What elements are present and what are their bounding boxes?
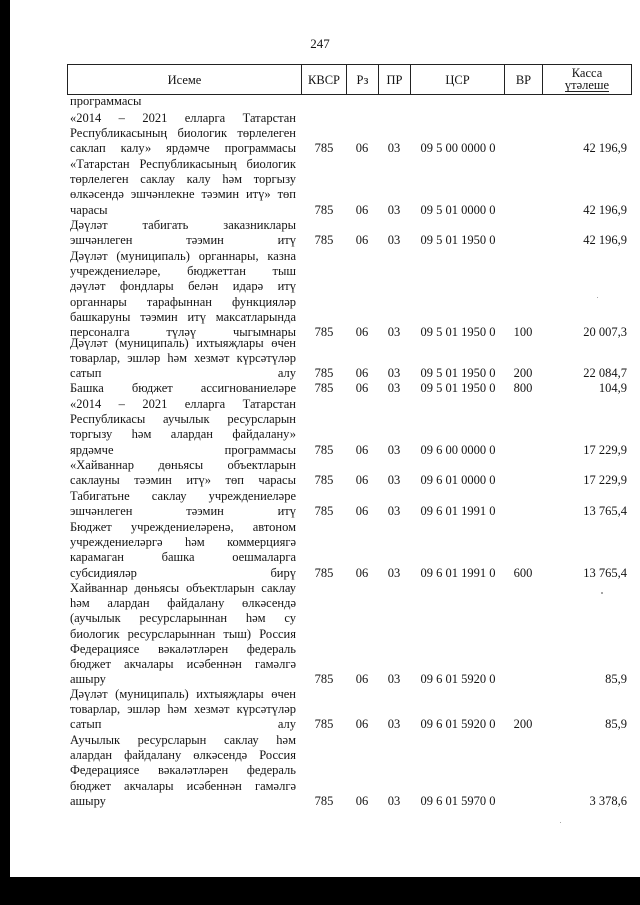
- row-csr: 09 6 01 5920 0: [420, 672, 496, 687]
- row-rz: 06: [355, 233, 369, 248]
- row-csr: 09 6 01 0000 0: [420, 473, 496, 488]
- row-name-line: сатып алу: [70, 717, 296, 732]
- row-name-line: Дәүләт (муниципаль) ихтыяҗлары өчен: [70, 687, 296, 701]
- row-csr: 09 6 01 1991 0: [420, 504, 496, 519]
- row-name-line: ярдәмче программасы: [70, 442, 296, 457]
- row-kvsr: 785: [314, 793, 334, 808]
- row-name-line: учреждениеләргә һәм коммерциягә: [70, 535, 296, 550]
- row-name-line: торгызу һәм алардан файдалану»: [70, 427, 296, 442]
- row-rz: 06: [355, 366, 369, 381]
- row-amount: 42 196,9: [583, 202, 627, 217]
- row-pr: 03: [387, 473, 401, 488]
- row-name-line: төрлелеген саклау калу һәм торгызу: [70, 172, 296, 187]
- row-vr: 600: [513, 565, 533, 580]
- row-csr: 09 6 01 1991 0: [420, 565, 496, 580]
- row-pr: 03: [387, 325, 401, 339]
- row-pr: 03: [387, 504, 401, 519]
- row-name-line: Бюджет учреждениеләренә, автоном: [70, 520, 296, 534]
- row-csr: 09 6 01 5920 0: [420, 717, 496, 732]
- row-amount: 17 229,9: [583, 473, 627, 488]
- row-amount: 13 765,4: [583, 565, 627, 580]
- row-amount: 42 196,9: [583, 141, 627, 156]
- scan-border-bottom: [0, 877, 640, 905]
- row-name-line: Табигатьне саклау учреждениеләре: [70, 489, 296, 503]
- row-kvsr: 785: [314, 381, 334, 395]
- row-name-line: чарасы: [70, 202, 108, 217]
- row-name-line: саклауны тәэмин итү» төп чарасы: [70, 473, 296, 488]
- row-pr: 03: [387, 141, 401, 156]
- row-csr: 09 5 00 0000 0: [420, 141, 496, 156]
- row-name-line: «Татарстан Республикасының биологик: [70, 157, 296, 171]
- row-name-line: программасы: [70, 94, 142, 108]
- scan-speck: [597, 297, 598, 298]
- row-pr: 03: [387, 202, 401, 217]
- row-amount: 3 378,6: [589, 793, 627, 808]
- row-rz: 06: [355, 672, 369, 687]
- row-name-line: Дәүләт табигать заказниклары: [70, 218, 296, 232]
- row-name-line: Республикасының биологик төрлелеген: [70, 126, 296, 141]
- row-amount: 42 196,9: [583, 233, 627, 248]
- row-name-line: персоналга түләү чыгымнары: [70, 325, 296, 339]
- row-amount: 13 765,4: [583, 504, 627, 519]
- header-vr: ВР: [504, 64, 543, 95]
- row-name-line: Дәүләт (муниципаль) ихтыяҗлары өчен: [70, 336, 296, 350]
- row-amount: 22 084,7: [583, 366, 627, 381]
- row-csr: 09 5 01 1950 0: [420, 325, 496, 339]
- row-name-line: (аучылык ресурсларыннан һәм су: [70, 611, 296, 626]
- scan-border-left: [0, 0, 10, 905]
- row-name-line: Федерациясе вәкаләтләрен федераль: [70, 641, 296, 656]
- row-pr: 03: [387, 366, 401, 381]
- row-kvsr: 785: [314, 233, 334, 248]
- scan-speck: [560, 822, 561, 823]
- row-name-line: алардан файдалану өлкәсендә Россия: [70, 748, 296, 763]
- row-name-line: «2014 – 2021 елларга Татарстан: [70, 111, 296, 125]
- header-rz: Рз: [346, 64, 379, 95]
- row-name-line: Аучылык ресурсларын саклау һәм: [70, 733, 296, 747]
- row-rz: 06: [355, 504, 369, 519]
- row-amount: 85,9: [605, 717, 627, 732]
- row-kvsr: 785: [314, 325, 334, 339]
- row-kvsr: 785: [314, 473, 334, 488]
- row-pr: 03: [387, 233, 401, 248]
- header-kvsr: КВСР: [301, 64, 347, 95]
- row-name-line: товарлар, эшләр һәм хезмәт күрсәтүләр: [70, 351, 296, 366]
- row-amount: 85,9: [605, 672, 627, 687]
- row-name-line: биологик ресурсларыннан тыш) Россия: [70, 626, 296, 641]
- row-vr: 100: [513, 325, 533, 339]
- row-kvsr: 785: [314, 565, 334, 580]
- row-amount: 17 229,9: [583, 442, 627, 457]
- row-csr: 09 6 00 0000 0: [420, 442, 496, 457]
- row-rz: 06: [355, 717, 369, 732]
- row-name-line: ашыру: [70, 793, 106, 808]
- row-name-line: ашыру: [70, 672, 106, 687]
- page-number: 247: [310, 36, 330, 51]
- row-name-line: бюджет акчалары исәбеннән гамәлгә: [70, 657, 296, 671]
- row-name-line: субсидияләр бирү: [70, 565, 296, 580]
- row-name-line: Башка бюджет ассигнованиеләре: [70, 381, 296, 395]
- row-name-line: бюджет акчалары исәбеннән гамәлгә: [70, 778, 296, 793]
- row-name-line: Дәүләт (муниципаль) органнары, казна: [70, 249, 296, 263]
- row-name-line: карамаган башка оешмаларга: [70, 550, 296, 565]
- row-rz: 06: [355, 793, 369, 808]
- row-rz: 06: [355, 325, 369, 339]
- row-kvsr: 785: [314, 442, 334, 457]
- row-kvsr: 785: [314, 672, 334, 687]
- row-pr: 03: [387, 442, 401, 457]
- row-name-line: саклап калу» ярдәмче программасы: [70, 141, 296, 156]
- header-csr: ЦСР: [410, 64, 505, 95]
- row-rz: 06: [355, 381, 369, 395]
- row-kvsr: 785: [314, 202, 334, 217]
- row-pr: 03: [387, 565, 401, 580]
- row-name-line: «2014 – 2021 елларга Татарстан: [70, 397, 296, 411]
- row-name-line: башкаруны тәэмин итү максатларында: [70, 309, 296, 324]
- row-rz: 06: [355, 473, 369, 488]
- row-name-line: Федерациясе вәкаләтләрен федераль: [70, 763, 296, 778]
- row-vr: 800: [513, 381, 533, 395]
- row-kvsr: 785: [314, 504, 334, 519]
- row-kvsr: 785: [314, 366, 334, 381]
- row-rz: 06: [355, 565, 369, 580]
- row-pr: 03: [387, 793, 401, 808]
- row-name-line: товарлар, эшләр һәм хезмәт күрсәтүләр: [70, 702, 296, 717]
- row-name-line: Хайваннар дөньясы объектларын саклау: [70, 581, 296, 595]
- row-pr: 03: [387, 381, 401, 395]
- row-name-line: органнары тарафыннан функцияләр: [70, 294, 296, 309]
- row-rz: 06: [355, 442, 369, 457]
- row-pr: 03: [387, 672, 401, 687]
- row-csr: 09 6 01 5970 0: [420, 793, 496, 808]
- row-csr: 09 5 01 1950 0: [420, 233, 496, 248]
- row-name-line: Республикасы аучылык ресурсларын: [70, 412, 296, 427]
- row-name-line: эшчәнлеген тәэмин итү: [70, 504, 296, 519]
- header-kassa-line2: үтәлеше: [564, 78, 610, 92]
- row-name-line: өлкәсендә эшчәнлекне тәэмин итү» төп: [70, 187, 296, 202]
- row-csr: 09 5 01 1950 0: [420, 366, 496, 381]
- row-csr: 09 5 01 0000 0: [420, 202, 496, 217]
- row-kvsr: 785: [314, 717, 334, 732]
- row-vr: 200: [513, 717, 533, 732]
- row-amount: 20 007,3: [583, 325, 627, 339]
- row-name-line: сатып алу: [70, 366, 296, 381]
- row-rz: 06: [355, 202, 369, 217]
- header-kassa-line1: Касса: [571, 66, 603, 80]
- row-csr: 09 5 01 1950 0: [420, 381, 496, 395]
- row-amount: 104,9: [598, 381, 627, 395]
- row-vr: 200: [513, 366, 533, 381]
- row-name-line: учреждениеләре, бюджеттан тыш: [70, 264, 296, 279]
- row-name-line: «Хайваннар дөньясы объектларын: [70, 458, 296, 472]
- row-name-line: дәүләт фондлары белән идарә итү: [70, 279, 296, 294]
- row-rz: 06: [355, 141, 369, 156]
- row-pr: 03: [387, 717, 401, 732]
- row-name-line: эшчәнлеген тәэмин итү: [70, 233, 296, 248]
- header-kassa: [542, 64, 632, 95]
- row-name-line: һәм алардан файдалану өлкәсендә: [70, 596, 296, 611]
- header-name: Исеме: [67, 64, 302, 95]
- row-kvsr: 785: [314, 141, 334, 156]
- header-pr: ПР: [378, 64, 411, 95]
- scan-speck: [601, 592, 603, 594]
